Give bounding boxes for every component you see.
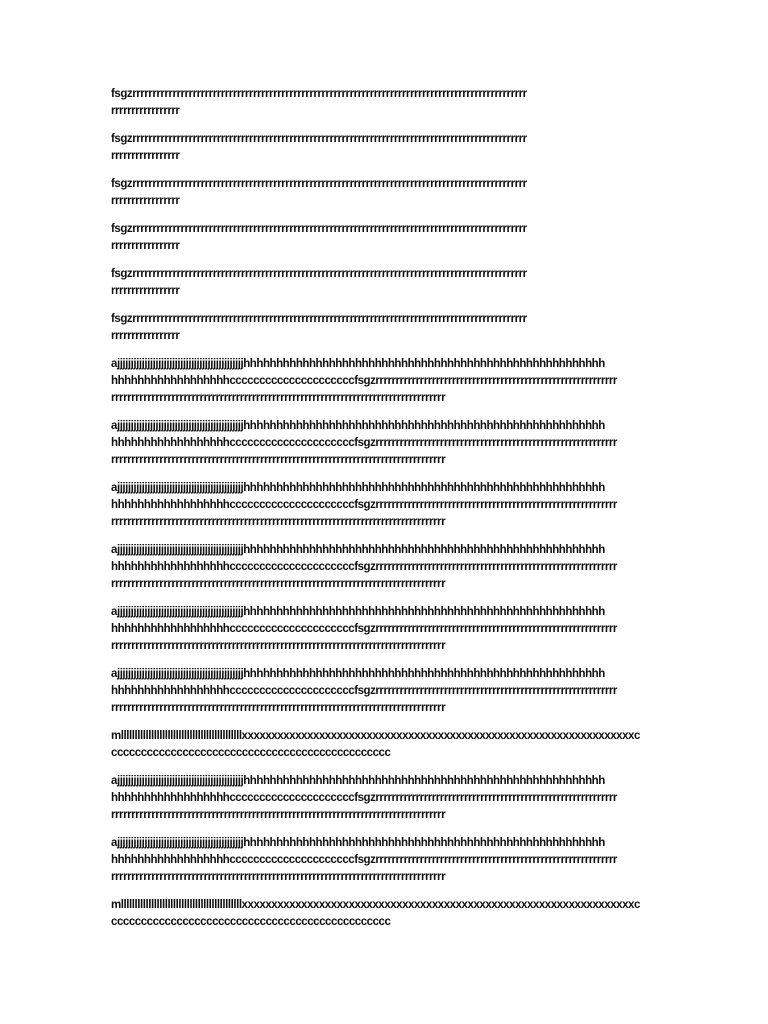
paragraph-6: fsgzrrrrrrrrrrrrrrrrrrrrrrrrrrrrrrrrrrrrrrrrrrrrrrrrrrrrrrrrrrrrrrrrrrrrrrrrrrrrrrrrrrrrrrrrrrrrrrrrrr rrrrrrrrrrrrrrrrr [111,313,527,342]
paragraph-9: ajjjjjjjjjjjjjjjjjjjjjjjjjjjjjjjjjjjjjjjjjjjjjjhhhhhhhhhhhhhhhhhhhhhhhhhhhhhhhhhhhhhhhhhhhhhhhhhhhhhhh hhhhhhhhhhhhhhhhhhcccccccccccccccccccccfsgzrrrrrrrrrrrrrrrrrrrrrrrrrrrrrrrrrrrrrrrrrrrrrrrrrrrrrrrrrrrr rrrrrrrrrrrrrrrrrrrrrrrrrrrrrrrrrrrrrrrrrrrrrrrrrrrrrrrrrrrrrrrrrrrrrrrrrrrrrrrrrrr [111,482,617,528]
paragraph-5: fsgzrrrrrrrrrrrrrrrrrrrrrrrrrrrrrrrrrrrrrrrrrrrrrrrrrrrrrrrrrrrrrrrrrrrrrrrrrrrrrrrrrrrrrrrrrrrrrrrrrr rrrrrrrrrrrrrrrrr [111,268,527,297]
paragraph-16: mllllllllllllllllllllllllllllllllllllllllllllxxxxxxxxxxxxxxxxxxxxxxxxxxxxxxxxxxxxxxxxxxxxxxxxxxxxxxxxxxxxxxxxxxc ccccccccccccccccccccccccccccccccccccccccccccccc [111,899,640,928]
document-page [111,86,659,942]
paragraph-10: ajjjjjjjjjjjjjjjjjjjjjjjjjjjjjjjjjjjjjjjjjjjjjjhhhhhhhhhhhhhhhhhhhhhhhhhhhhhhhhhhhhhhhhhhhhhhhhhhhhhhh hhhhhhhhhhhhhhhhhhcccccccccccccccccccccfsgzrrrrrrrrrrrrrrrrrrrrrrrrrrrrrrrrrrrrrrrrrrrrrrrrrrrrrrrrrrrr rrrrrrrrrrrrrrrrrrrrrrrrrrrrrrrrrrrrrrrrrrrrrrrrrrrrrrrrrrrrrrrrrrrrrrrrrrrrrrrrrrr [111,544,617,590]
paragraph-11: ajjjjjjjjjjjjjjjjjjjjjjjjjjjjjjjjjjjjjjjjjjjjjjhhhhhhhhhhhhhhhhhhhhhhhhhhhhhhhhhhhhhhhhhhhhhhhhhhhhhhh hhhhhhhhhhhhhhhhhhcccccccccccccccccccccfsgzrrrrrrrrrrrrrrrrrrrrrrrrrrrrrrrrrrrrrrrrrrrrrrrrrrrrrrrrrrrr rrrrrrrrrrrrrrrrrrrrrrrrrrrrrrrrrrrrrrrrrrrrrrrrrrrrrrrrrrrrrrrrrrrrrrrrrrrrrrrrrrr [111,606,617,652]
paragraph-3: fsgzrrrrrrrrrrrrrrrrrrrrrrrrrrrrrrrrrrrrrrrrrrrrrrrrrrrrrrrrrrrrrrrrrrrrrrrrrrrrrrrrrrrrrrrrrrrrrrrrrr rrrrrrrrrrrrrrrrr [111,178,527,207]
paragraph-13: mllllllllllllllllllllllllllllllllllllllllllllxxxxxxxxxxxxxxxxxxxxxxxxxxxxxxxxxxxxxxxxxxxxxxxxxxxxxxxxxxxxxxxxxxc ccccccccccccccccccccccccccccccccccccccccccccccc [111,730,640,759]
paragraph-15: ajjjjjjjjjjjjjjjjjjjjjjjjjjjjjjjjjjjjjjjjjjjjjjhhhhhhhhhhhhhhhhhhhhhhhhhhhhhhhhhhhhhhhhhhhhhhhhhhhhhhh hhhhhhhhhhhhhhhhhhcccccccccccccccccccccfsgzrrrrrrrrrrrrrrrrrrrrrrrrrrrrrrrrrrrrrrrrrrrrrrrrrrrrrrrrrrrr rrrrrrrrrrrrrrrrrrrrrrrrrrrrrrrrrrrrrrrrrrrrrrrrrrrrrrrrrrrrrrrrrrrrrrrrrrrrrrrrrrr [111,837,617,883]
paragraph-14: ajjjjjjjjjjjjjjjjjjjjjjjjjjjjjjjjjjjjjjjjjjjjjjhhhhhhhhhhhhhhhhhhhhhhhhhhhhhhhhhhhhhhhhhhhhhhhhhhhhhhh hhhhhhhhhhhhhhhhhhcccccccccccccccccccccfsgzrrrrrrrrrrrrrrrrrrrrrrrrrrrrrrrrrrrrrrrrrrrrrrrrrrrrrrrrrrrr rrrrrrrrrrrrrrrrrrrrrrrrrrrrrrrrrrrrrrrrrrrrrrrrrrrrrrrrrrrrrrrrrrrrrrrrrrrrrrrrrrr [111,775,617,821]
paragraph-12: ajjjjjjjjjjjjjjjjjjjjjjjjjjjjjjjjjjjjjjjjjjjjjjhhhhhhhhhhhhhhhhhhhhhhhhhhhhhhhhhhhhhhhhhhhhhhhhhhhhhhh hhhhhhhhhhhhhhhhhhcccccccccccccccccccccfsgzrrrrrrrrrrrrrrrrrrrrrrrrrrrrrrrrrrrrrrrrrrrrrrrrrrrrrrrrrrrr rrrrrrrrrrrrrrrrrrrrrrrrrrrrrrrrrrrrrrrrrrrrrrrrrrrrrrrrrrrrrrrrrrrrrrrrrrrrrrrrrrr [111,668,617,714]
paragraph-7: ajjjjjjjjjjjjjjjjjjjjjjjjjjjjjjjjjjjjjjjjjjjjjjhhhhhhhhhhhhhhhhhhhhhhhhhhhhhhhhhhhhhhhhhhhhhhhhhhhhhhh hhhhhhhhhhhhhhhhhhcccccccccccccccccccccfsgzrrrrrrrrrrrrrrrrrrrrrrrrrrrrrrrrrrrrrrrrrrrrrrrrrrrrrrrrrrrr rrrrrrrrrrrrrrrrrrrrrrrrrrrrrrrrrrrrrrrrrrrrrrrrrrrrrrrrrrrrrrrrrrrrrrrrrrrrrrrrrrr [111,358,617,404]
paragraph-1: fsgzrrrrrrrrrrrrrrrrrrrrrrrrrrrrrrrrrrrrrrrrrrrrrrrrrrrrrrrrrrrrrrrrrrrrrrrrrrrrrrrrrrrrrrrrrrrrrrrrrr rrrrrrrrrrrrrrrrr [111,88,527,117]
paragraph-8: ajjjjjjjjjjjjjjjjjjjjjjjjjjjjjjjjjjjjjjjjjjjjjjhhhhhhhhhhhhhhhhhhhhhhhhhhhhhhhhhhhhhhhhhhhhhhhhhhhhhhh hhhhhhhhhhhhhhhhhhcccccccccccccccccccccfsgzrrrrrrrrrrrrrrrrrrrrrrrrrrrrrrrrrrrrrrrrrrrrrrrrrrrrrrrrrrrr rrrrrrrrrrrrrrrrrrrrrrrrrrrrrrrrrrrrrrrrrrrrrrrrrrrrrrrrrrrrrrrrrrrrrrrrrrrrrrrrrrr [111,420,617,466]
paragraph-4: fsgzrrrrrrrrrrrrrrrrrrrrrrrrrrrrrrrrrrrrrrrrrrrrrrrrrrrrrrrrrrrrrrrrrrrrrrrrrrrrrrrrrrrrrrrrrrrrrrrrrr rrrrrrrrrrrrrrrrr [111,223,527,252]
paragraph-2: fsgzrrrrrrrrrrrrrrrrrrrrrrrrrrrrrrrrrrrrrrrrrrrrrrrrrrrrrrrrrrrrrrrrrrrrrrrrrrrrrrrrrrrrrrrrrrrrrrrrrr rrrrrrrrrrrrrrrrr [111,133,527,162]
